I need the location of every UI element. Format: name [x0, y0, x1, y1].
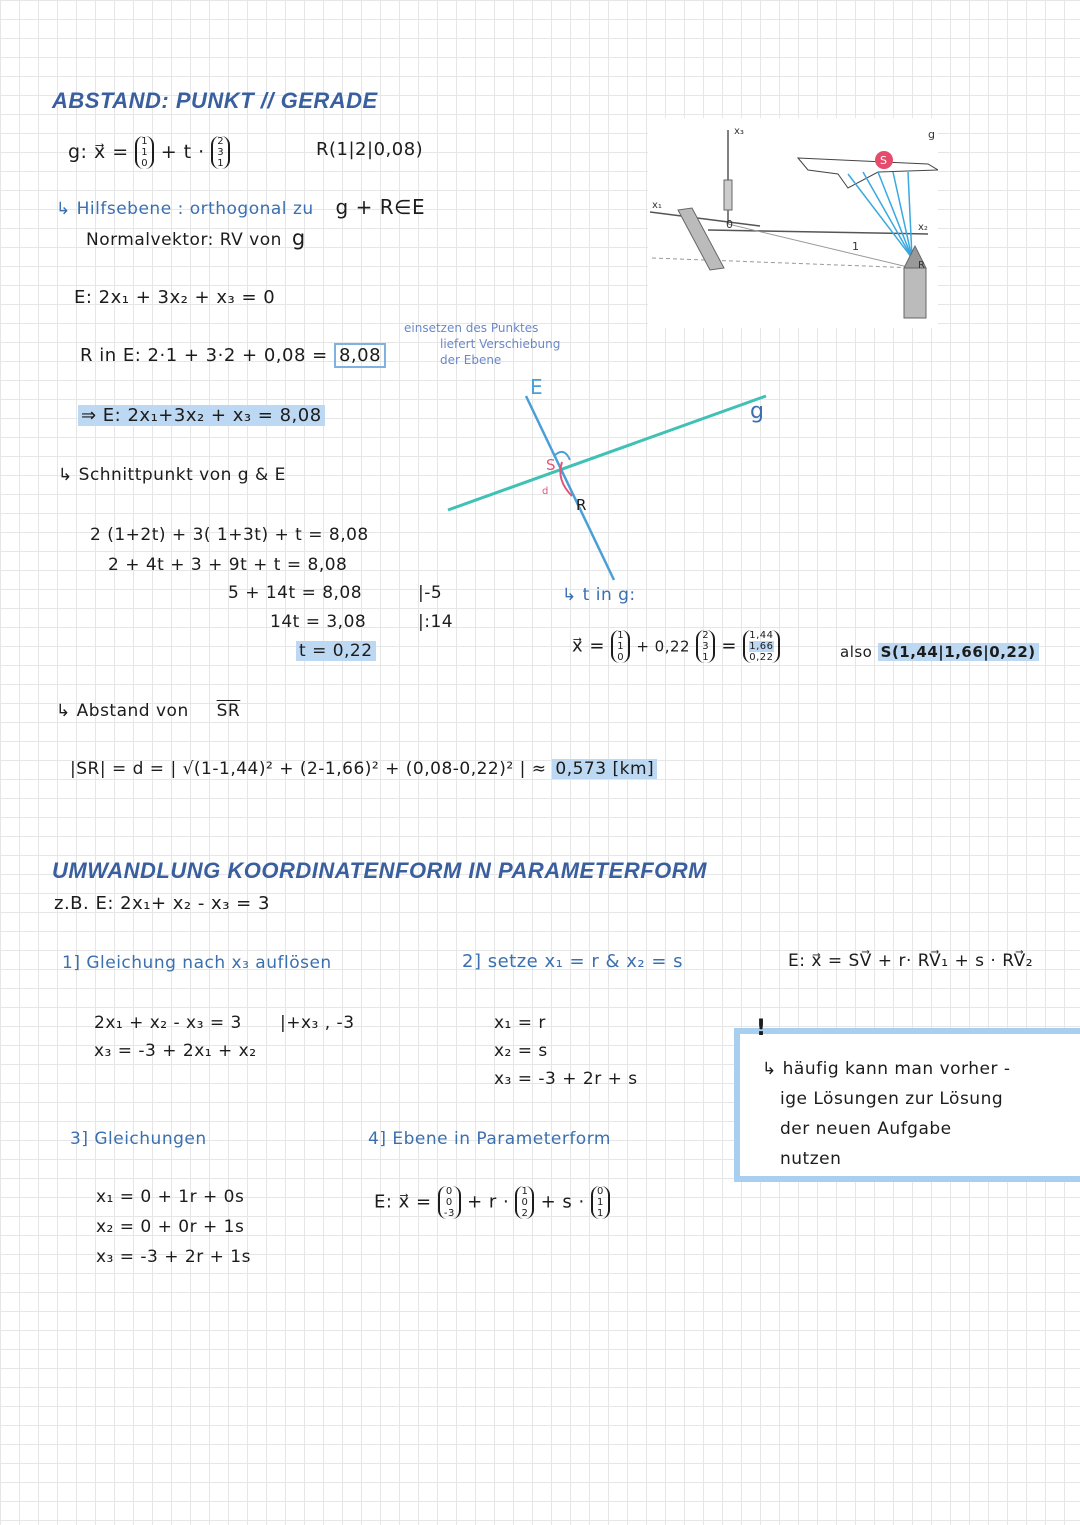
- line-g-equation: [68, 136, 230, 169]
- church: [904, 268, 926, 318]
- vec-entry: 2: [217, 136, 225, 147]
- step1-heading: 1] Gleichung nach x₃ auflösen: [62, 953, 332, 973]
- g-direction-vector: [211, 136, 230, 169]
- vec-entry: 1: [596, 1208, 604, 1219]
- vec-entry: 1: [521, 1186, 529, 1197]
- hilfsebene-text: ↳ Hilfsebene : orthogonal zu: [56, 199, 314, 219]
- eq-line-5: [296, 642, 376, 662]
- step1-eq2: x₃ = -3 + 2x₁ + x₂: [94, 1041, 257, 1061]
- step2-eq2: x₂ = s: [494, 1041, 548, 1061]
- plane-e-line: [526, 396, 614, 580]
- x-eq-mid: + 0,22: [636, 637, 691, 656]
- eq-line-1: 2 (1+2t) + 3( 1+3t) + t = 8,08: [90, 525, 369, 545]
- plane-result: [78, 406, 325, 427]
- airplane-figure: [648, 118, 938, 328]
- normalvektor-g: g: [291, 226, 306, 250]
- r-in-e-line: [80, 346, 386, 367]
- normalvektor-line: [86, 226, 306, 251]
- vec-entry: -3: [443, 1208, 455, 1219]
- eq-line-3: 5 + 14t = 8,08: [228, 583, 363, 603]
- vec-entry: 3: [217, 147, 225, 158]
- step3-eq3: x₃ = -3 + 2r + 1s: [96, 1247, 251, 1267]
- abstand-text: ↳ Abstand von: [56, 701, 189, 721]
- vec-entry: 0,22: [749, 652, 774, 663]
- step1-eq1: 2x₁ + x₂ - x₃ = 3: [94, 1013, 242, 1033]
- figure-label-s: S: [880, 154, 887, 167]
- eq-op-3: |-5: [418, 583, 443, 603]
- sketch-label-e: E: [530, 375, 543, 399]
- step3-heading: 3] Gleichungen: [70, 1129, 207, 1149]
- x-eq-direction-vector: [696, 630, 715, 663]
- vec-entry: 1: [617, 630, 625, 641]
- formula-line: E: x⃗ = SV⃗ + r· RV⃗₁ + s · RV⃗₂: [788, 951, 1034, 971]
- sketch-label-g: g: [750, 399, 764, 424]
- param-equation: [374, 1186, 610, 1219]
- hilfsebene-rest: g + R∈E: [335, 195, 426, 219]
- param-support-vector: [438, 1186, 461, 1219]
- vec-entry: 1: [702, 652, 710, 663]
- r-in-e-text: R in E: 2·1 + 3·2 + 0,08 =: [80, 345, 328, 366]
- also-text: also: [840, 643, 873, 661]
- step3-eq1: x₁ = 0 + 1r + 0s: [96, 1187, 245, 1207]
- step2-eq3: x₃ = -3 + 2r + s: [494, 1069, 638, 1089]
- t-in-g: ↳ t in g:: [562, 585, 636, 605]
- distance-line: [70, 760, 657, 780]
- x-eq-support-vector: [611, 630, 630, 663]
- sketch-label-d: d: [542, 486, 549, 497]
- distance-formula: |SR| = d = | √(1-1,44)² + (2-1,66)² + (0,08-0,22)² | ≈: [70, 759, 547, 779]
- hilfsebene-line: [56, 196, 425, 220]
- eq-op-4: |:14: [418, 612, 454, 632]
- vec-entry: 1: [617, 641, 625, 652]
- figure-label-x1: x₁: [652, 200, 662, 211]
- note-line-3: der neuen Aufgabe: [780, 1119, 952, 1139]
- r-in-e-result: 8,08: [334, 343, 386, 368]
- x-eq-result-vector: [743, 630, 779, 663]
- normalvektor-text: Normalvektor: RV von: [86, 230, 282, 250]
- vec-entry: 1: [596, 1197, 604, 1208]
- eq-line-2: 2 + 4t + 3 + 9t + t = 8,08: [108, 555, 348, 575]
- vec-entry: 0: [596, 1186, 604, 1197]
- section-title-abstand: ABSTAND: PUNKT // GERADE: [52, 88, 378, 113]
- note-line-2: ige Lösungen zur Lösung: [780, 1089, 1004, 1109]
- distance-result: 0,573 [km]: [552, 759, 657, 779]
- note-line-4: nutzen: [780, 1149, 842, 1169]
- abstand-line: [56, 702, 240, 722]
- schnittpunkt-line: ↳ Schnittpunkt von g & E: [58, 465, 286, 485]
- step4-heading: 4] Ebene in Parameterform: [368, 1129, 611, 1149]
- vec-entry: 0: [521, 1197, 529, 1208]
- note-liefert: liefert Verschiebung: [440, 337, 561, 351]
- note-einsetzen: einsetzen des Punktes: [404, 321, 539, 335]
- sketch-label-r: R: [576, 496, 587, 514]
- param-r-vector: [515, 1186, 534, 1219]
- eq-line-4: 14t = 3,08: [270, 612, 367, 632]
- vec-entry: 1: [141, 147, 149, 158]
- figure-label-x3: x₃: [734, 126, 744, 137]
- t-result: t = 0,22: [296, 641, 376, 661]
- vec-entry: 2: [521, 1208, 529, 1219]
- vec-entry: 0: [617, 652, 625, 663]
- plane-result-text: ⇒ E: 2x₁+3x₂ + x₃ = 8,08: [78, 405, 325, 426]
- also-s-line: [840, 644, 1039, 661]
- vec-entry: 3: [702, 641, 710, 652]
- note-der-ebene: der Ebene: [440, 353, 502, 367]
- vec-entry: 1,66: [749, 641, 774, 652]
- x-eq-equals: =: [721, 635, 737, 657]
- x-equation: [572, 630, 780, 663]
- s-point: S(1,44|1,66|0,22): [878, 643, 1039, 661]
- sketch-label-s: S: [546, 456, 556, 474]
- plane-e-equation: E: 2x₁ + 3x₂ + x₃ = 0: [74, 287, 276, 308]
- tower: [724, 180, 732, 210]
- param-plus-s: + s ·: [540, 1191, 585, 1213]
- figure-label-r: R: [918, 260, 925, 271]
- vec-entry: 1,44: [749, 630, 774, 641]
- step2-eq1: x₁ = r: [494, 1013, 546, 1033]
- intersection-sketch: [430, 370, 790, 610]
- g-support-vector: [135, 136, 154, 169]
- note-line-1: ↳ häufig kann man vorher -: [762, 1059, 1011, 1079]
- vec-entry: 0: [445, 1186, 453, 1197]
- step2-heading: 2] setze x₁ = r & x₂ = s: [462, 951, 683, 972]
- section-title-umwandlung: UMWANDLUNG KOORDINATENFORM IN PARAMETERFORM: [52, 858, 707, 883]
- vec-entry: 0: [141, 158, 149, 169]
- vec-entry: 1: [141, 136, 149, 147]
- figure-label-g: g: [928, 128, 935, 141]
- x-eq-label: x⃗ =: [572, 635, 605, 657]
- example-line: z.B. E: 2x₁+ x₂ - x₃ = 3: [54, 893, 270, 914]
- param-plus-r: + r ·: [467, 1191, 510, 1213]
- note-mark: !: [756, 1016, 767, 1041]
- vec-entry: 1: [217, 158, 225, 169]
- point-r: R(1|2|0,08): [316, 139, 424, 160]
- param-s-vector: [591, 1186, 610, 1219]
- sr-label: $\overline{SR}$: [216, 701, 241, 721]
- step3-eq2: x₂ = 0 + 0r + 1s: [96, 1217, 245, 1237]
- vec-entry: 0: [445, 1197, 453, 1208]
- g-label: g: x⃗ =: [68, 141, 129, 163]
- figure-label-x2: x₂: [918, 222, 928, 233]
- g-plus-t: + t ·: [160, 141, 205, 163]
- line-g: [448, 396, 766, 510]
- figure-label-zero: 0: [726, 218, 733, 231]
- step1-op: |+x₃ , -3: [280, 1013, 355, 1033]
- vec-entry: 2: [702, 630, 710, 641]
- figure-label-one: 1: [852, 240, 859, 253]
- param-label: E: x⃗ =: [374, 1191, 432, 1213]
